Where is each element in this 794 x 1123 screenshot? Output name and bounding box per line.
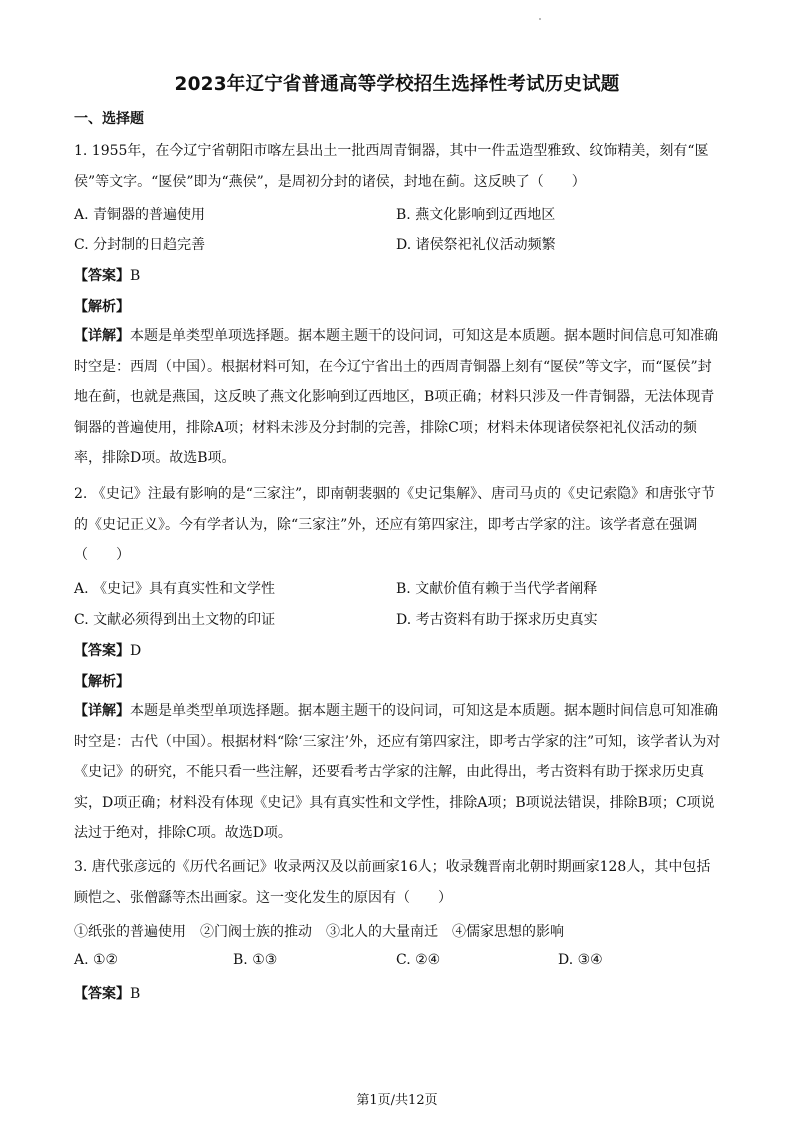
q2-option-c: C. 文献必须得到出土文物的印证 <box>74 612 276 628</box>
answer-tag: 【答案】 <box>74 268 130 284</box>
answer-value: B <box>130 268 141 284</box>
section-heading: 一、选择题 <box>74 111 144 127</box>
q3-answer <box>74 983 140 1003</box>
scan-speck <box>539 18 541 20</box>
q2-option-d: D. 考古资料有助于探求历史真实 <box>396 612 598 628</box>
detail-text: 本题是单类型单项选择题。据本题主题干的设问词，可知这是本质题。据本题时间信息可知准确时空是：西周（中国）。根据材料可知，在今辽宁省出土的西周青铜器上刻有“匽侯”等文字，而“匽侯”封地在蓟，也就是燕国，这反映了燕文化影响到辽西地区，B项正确；材料只涉及一件青铜器，无法体现青铜器的普遍使用，排除A项；材料未涉及分封制的完善，排除C项；材料未体现诸侯祭祀礼仪活动的频率，排除D项。故选B项。 <box>74 328 718 466</box>
detail-tag: 【详解】 <box>74 703 130 719</box>
page-title: 2023年辽宁省普通高等学校招生选择性考试历史试题 <box>174 74 620 95</box>
answer-tag: 【答案】 <box>74 986 130 1002</box>
answer-tag: 【答案】 <box>74 643 130 659</box>
q1-option-c: C. 分封制的日趋完善 <box>74 237 206 253</box>
q3-option-a: A. ①② <box>74 952 119 968</box>
q2-answer <box>74 640 141 660</box>
page-number: 第1页/共12页 <box>356 1093 438 1108</box>
q3-option-c: C. ②④ <box>396 952 441 968</box>
q1-option-a: A. 青铜器的普遍使用 <box>74 207 206 223</box>
q2-detail <box>74 696 724 849</box>
q3-items: ①纸张的普遍使用 ②门阀士族的推动 ③北人的大量南迁 ④儒家思想的影响 <box>74 924 564 940</box>
q1-option-b: B. 燕文化影响到辽西地区 <box>396 207 556 223</box>
q2-analysis-tag: 【解析】 <box>74 674 130 690</box>
q3-option-d: D. ③④ <box>558 952 603 968</box>
q1-detail <box>74 321 724 474</box>
question-1-stem: 1. 1955年，在今辽宁省朝阳市喀左县出土一批西周青铜器，其中一件盂造型雅致、纹饰精美，刻有“匽侯”等文字。“匽侯”即为“燕侯”，是周初分封的诸侯，封地在蓟。这反映了（ ） <box>74 143 709 190</box>
q1-answer <box>74 265 140 285</box>
q3-option-b: B. ①③ <box>233 952 278 968</box>
question-2-stem: 2. 《史记》注最有影响的是“三家注”，即南朝裴骃的《史记集解》、唐司马贞的《史记索隐》和唐张守节的《史记正义》。今有学者认为，除“三家注”外，还应有第四家注，即考古学家的注。该学者意在强调（ ） <box>74 486 716 563</box>
question-3-stem: 3. 唐代张彦远的《历代名画记》收录两汉及以前画家16人；收录魏晋南北朝时期画家128人，其中包括顾恺之、张僧繇等杰出画家。这一变化发生的原因有（ ） <box>74 859 711 906</box>
answer-value: D <box>130 643 142 659</box>
answer-value: B <box>130 986 141 1002</box>
q1-analysis-tag: 【解析】 <box>74 299 130 315</box>
detail-text: 本题是单类型单项选择题。据本题主题干的设问词，可知这是本质题。据本题时间信息可知准确时空是：古代（中国）。根据材料“除‘三家注’外，还应有第四家注，即考古学家的注”可知，该学者认为对《史记》的研究，不能只看一些注解，还要看考古学家的注解，由此得出，考古资料有助于探求历史真实，D项正确；材料没有体现《史记》具有真实性和文学性，排除A项；B项说法错误，排除B项；C项说法过于绝对，排除C项。故选D项。 <box>74 703 721 841</box>
q1-option-d: D. 诸侯祭祀礼仪活动频繁 <box>396 237 556 253</box>
q2-option-b: B. 文献价值有赖于当代学者阐释 <box>396 581 598 597</box>
detail-tag: 【详解】 <box>74 328 130 344</box>
q2-option-a: A. 《史记》具有真实性和文学性 <box>74 581 276 597</box>
